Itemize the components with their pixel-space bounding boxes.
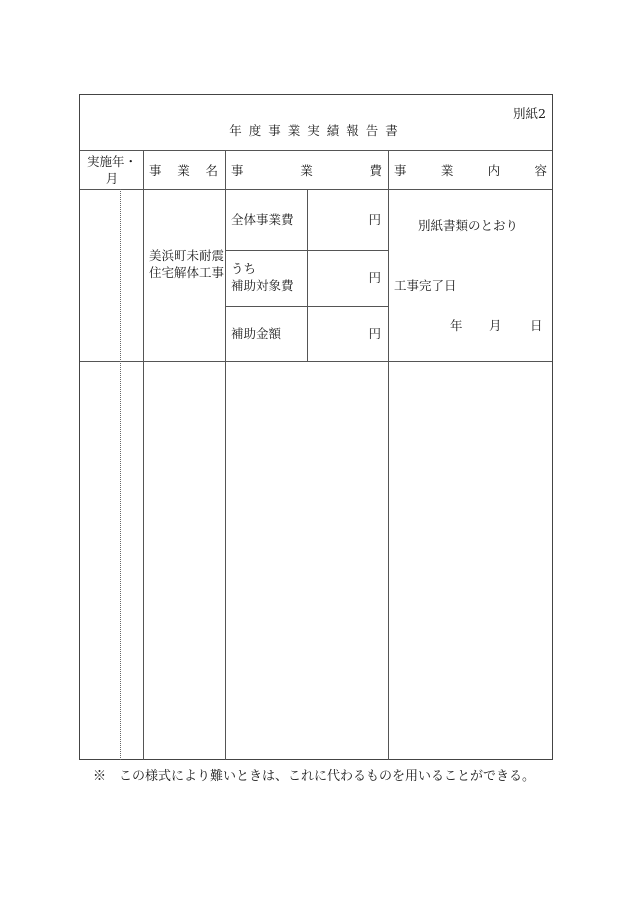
col-divider-1 <box>143 150 144 760</box>
project-name: 美浜町未耐震住宅解体工事 <box>149 248 225 280</box>
header-project-name: 事 業 名 <box>149 163 218 178</box>
divider-title-bottom <box>80 150 552 151</box>
completion-date-month: 月 <box>489 318 502 333</box>
cost-label-total: 全体事業費 <box>231 212 294 227</box>
content-text: 別紙書類のとおり <box>418 218 519 233</box>
cost-amount-divider <box>307 189 308 361</box>
header-year-month: 実施年・月 <box>86 154 137 186</box>
col-divider-3 <box>388 150 389 760</box>
header-content: 事 業 内 容 <box>394 163 547 178</box>
attachment-label: 別紙2 <box>513 106 546 121</box>
divider-header-bottom <box>80 189 552 190</box>
completion-date-day: 日 <box>530 318 543 333</box>
cost-label-eligible: うち 補助対象費 <box>231 261 294 293</box>
report-form <box>79 94 553 760</box>
form-title: 年度事業実績報告書 <box>229 123 405 138</box>
completion-date-year: 年 <box>450 318 463 333</box>
col-divider-2 <box>225 150 226 760</box>
cost-label-subsidy: 補助金額 <box>231 326 282 341</box>
cost-unit-total: 円 <box>368 212 381 227</box>
dotted-divider-year-month <box>120 189 121 760</box>
completion-label: 工事完了日 <box>394 278 457 293</box>
divider-row-bottom <box>80 361 552 362</box>
footnote: ※ この様式により難いときは、これに代わるものを用いることができる。 <box>93 769 536 784</box>
header-cost: 事 業 費 <box>231 163 382 178</box>
cost-unit-subsidy: 円 <box>368 326 381 341</box>
cost-unit-eligible: 円 <box>368 270 381 285</box>
